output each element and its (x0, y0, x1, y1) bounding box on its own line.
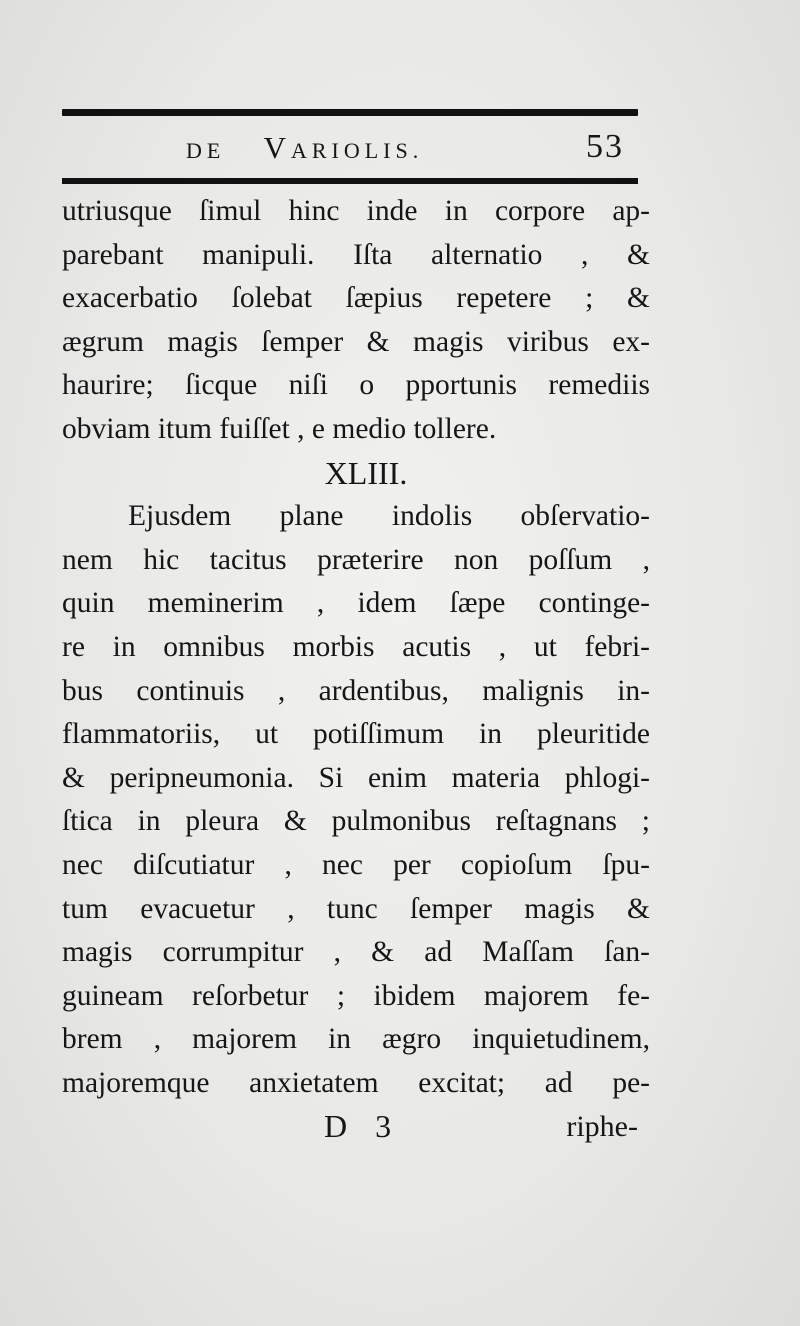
text-line: flammatoriis, ut potiſſimum in pleuritide (62, 718, 650, 751)
section-heading: XLIII. (324, 454, 408, 491)
page-number: 53 (586, 128, 624, 165)
text-line: utriusque ſimul hinc inde in corpore ap- (62, 195, 650, 227)
text-line: nec diſcutiatur , nec per copioſum ſpu- (62, 848, 650, 881)
text-line: re in omnibus morbis acutis , ut febri- (62, 630, 650, 663)
title-rest: ARIOLIS. (290, 138, 424, 163)
header-top-rule (62, 109, 638, 116)
running-header (62, 124, 638, 170)
text-line: majoremque anxietatem excitat; ad pe- (62, 1066, 650, 1099)
signature-mark: D 3 (324, 1108, 402, 1144)
running-title (186, 130, 423, 166)
text-line: guineam reſorbetur ; ibidem majorem fe- (62, 979, 650, 1012)
text-line: ſtica in pleura & pulmonibus reſtagnans ; (62, 805, 650, 838)
text-line: obviam itum fuiſſet , e medio tollere. (62, 412, 497, 445)
catchword: riphe- (566, 1110, 638, 1143)
text-line: parebant manipuli. Iſta alternatio , & (62, 238, 650, 271)
text-line: brem , majorem in ægro inquietudinem, (62, 1023, 650, 1056)
text-line: haurire; ſicque niſi o pportunis remediis (62, 369, 650, 402)
title-prefix: DE (186, 138, 226, 163)
title-cap: V (263, 130, 291, 165)
text-line: nem hic tacitus præterire non poſſum , (62, 543, 650, 576)
text-line: quin meminerim , idem ſæpe continge- (62, 587, 650, 620)
text-line: exacerbatio ſolebat ſæpius repetere ; & (62, 282, 650, 315)
text-line: & peripneumonia. Si enim materia phlogi- (62, 761, 650, 794)
page-footer (62, 1108, 650, 1158)
text-line: ægrum magis ſemper & magis viribus ex- (62, 325, 650, 358)
text-line: tum evacuetur , tunc ſemper magis & (62, 892, 650, 925)
header-bottom-rule (62, 178, 638, 184)
text-line: bus continuis , ardentibus, malignis in- (62, 674, 650, 707)
text-line: Ejusdem plane indolis obſervatio- (128, 500, 650, 533)
body-text (62, 190, 650, 1105)
text-line: magis corrumpitur , & ad Maſſam ſan- (62, 936, 650, 969)
